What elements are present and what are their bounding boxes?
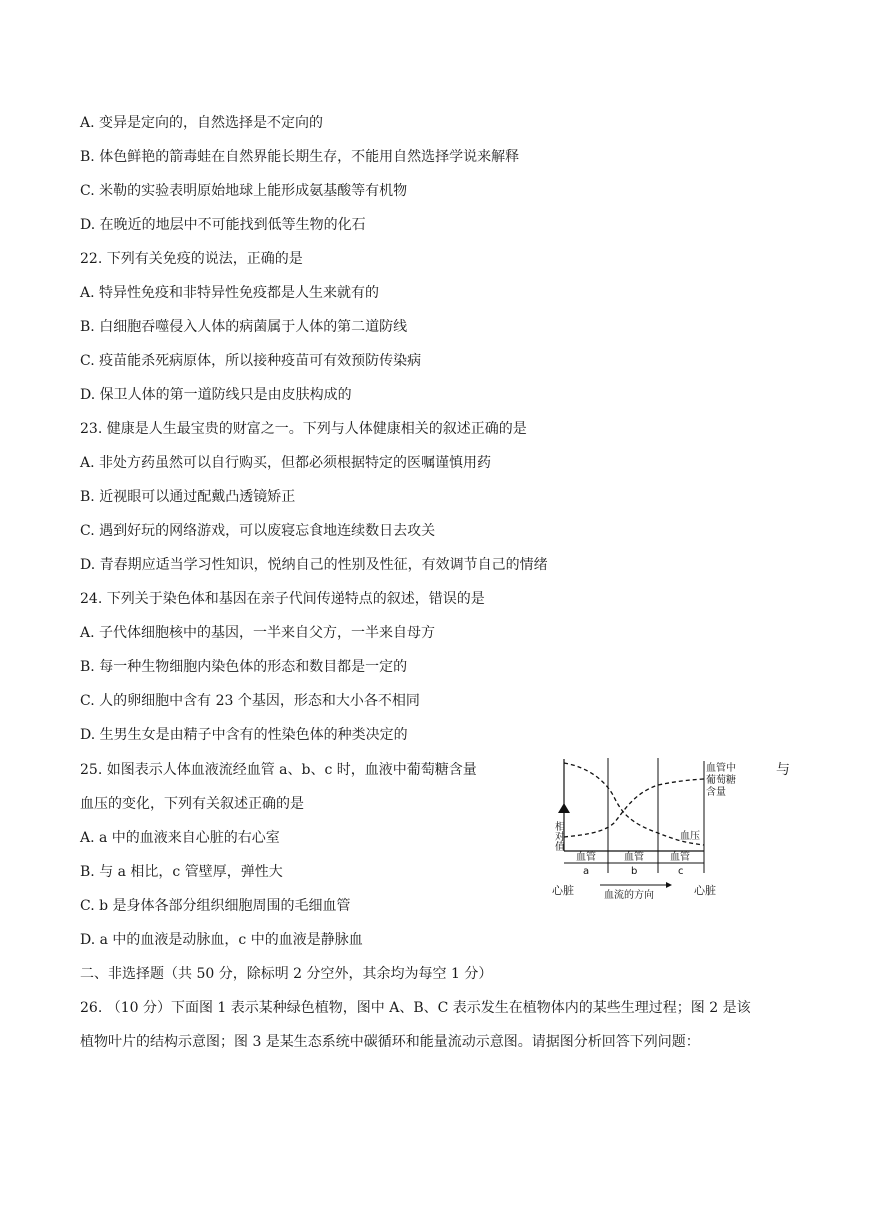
text-line: D. 在晚近的地层中不可能找到低等生物的化石 bbox=[80, 217, 366, 233]
question-25-trailing: 与 bbox=[776, 762, 790, 778]
glucose-label-1: 血管中 bbox=[706, 763, 736, 774]
text-line: B. 近视眼可以通过配戴凸透镜矫正 bbox=[80, 489, 296, 505]
text-line: D. 生男生女是由精子中含有的性染色体的种类决定的 bbox=[80, 727, 408, 743]
question-25-stem: 25. 如图表示人体血液流经血管 a、b、c 时，血液中葡萄糖含量 bbox=[80, 762, 477, 778]
blood-vessel-figure bbox=[552, 753, 810, 905]
text-line: C. 疫苗能杀死病原体，所以接种疫苗可有效预防传染病 bbox=[80, 353, 422, 369]
text-line: C. 遇到好玩的网络游戏，可以废寝忘食地连续数日去攻关 bbox=[80, 523, 436, 539]
text-line: B. 与 a 相比，c 管壁厚，弹性大 bbox=[80, 864, 283, 880]
heart-left-label: 心脏 bbox=[552, 884, 574, 897]
question-24-stem: 24. 下列关于染色体和基因在亲子代间传递特点的叙述，错误的是 bbox=[80, 591, 485, 607]
text-line: 血压的变化，下列有关叙述正确的是 bbox=[80, 796, 304, 812]
glucose-label-3: 含量 bbox=[706, 787, 726, 798]
text-line: C. 米勒的实验表明原始地球上能形成氨基酸等有机物 bbox=[80, 183, 408, 199]
vessel-b: b bbox=[631, 866, 638, 877]
text-line: A. 特异性免疫和非特异性免疫都是人生来就有的 bbox=[80, 285, 380, 301]
text-line: A. 子代体细胞核中的基因，一半来自父方，一半来自母方 bbox=[80, 625, 436, 641]
text-line: C. 人的卵细胞中含有 23 个基因，形态和大小各不相同 bbox=[80, 693, 420, 709]
vessel-header-c: 血管 bbox=[670, 852, 690, 863]
question-22-stem: 22. 下列有关免疫的说法，正确的是 bbox=[80, 251, 303, 267]
text-line: D. a 中的血液是动脉血，c 中的血液是静脉血 bbox=[80, 932, 363, 948]
question-23-stem: 23. 健康是人生最宝贵的财富之一。下列与人体健康相关的叙述正确的是 bbox=[80, 421, 527, 437]
vessel-c: c bbox=[678, 866, 684, 877]
text-line: 植物叶片的结构示意图；图 3 是某生态系统中碳循环和能量流动示意图。请据图分析回答下列问题： bbox=[80, 1034, 700, 1050]
pressure-label: 血压 bbox=[680, 831, 700, 842]
vessel-header-b: 血管 bbox=[624, 852, 644, 863]
glucose-label-2: 葡萄糖 bbox=[706, 775, 736, 786]
text-line: B. 白细胞吞噬侵入人体的病菌属于人体的第二道防线 bbox=[80, 319, 408, 335]
text-line: B. 每一种生物细胞内染色体的形态和数目都是一定的 bbox=[80, 659, 408, 675]
text-line: A. 非处方药虽然可以自行购买，但都必须根据特定的医嘱谨慎用药 bbox=[80, 455, 492, 471]
text-line: A. a 中的血液来自心脏的右心室 bbox=[80, 830, 280, 846]
text-line: C. b 是身体各部分组织细胞周围的毛细血管 bbox=[80, 898, 351, 914]
vessel-a: a bbox=[583, 866, 590, 877]
y-axis-label: 相对值 bbox=[552, 821, 564, 851]
heart-right-label: 心脏 bbox=[694, 884, 716, 897]
section-heading: 二、非选择题（共 50 分，除标明 2 分空外，其余均为每空 1 分） bbox=[80, 966, 493, 982]
question-26-stem: 26. （10 分）下面图 1 表示某种绿色植物，图中 A、B、C 表示发生在植物体内的某些生理过程；图 2 是该 bbox=[80, 1000, 751, 1016]
vessel-header-a: 血管 bbox=[576, 852, 596, 863]
y-axis-arrow bbox=[558, 803, 570, 813]
text-line: D. 青春期应适当学习性知识，悦纳自己的性别及性征，有效调节自己的情绪 bbox=[80, 557, 548, 573]
flow-direction-label: 血流的方向 bbox=[604, 890, 654, 901]
text-line: A. 变异是定向的，自然选择是不定向的 bbox=[80, 115, 324, 131]
pressure-curve bbox=[564, 779, 704, 837]
flow-arrow-head bbox=[666, 882, 672, 888]
text-line: B. 体色鲜艳的箭毒蛙在自然界能长期生存，不能用自然选择学说来解释 bbox=[80, 149, 520, 165]
text-line: D. 保卫人体的第一道防线只是由皮肤构成的 bbox=[80, 387, 352, 403]
